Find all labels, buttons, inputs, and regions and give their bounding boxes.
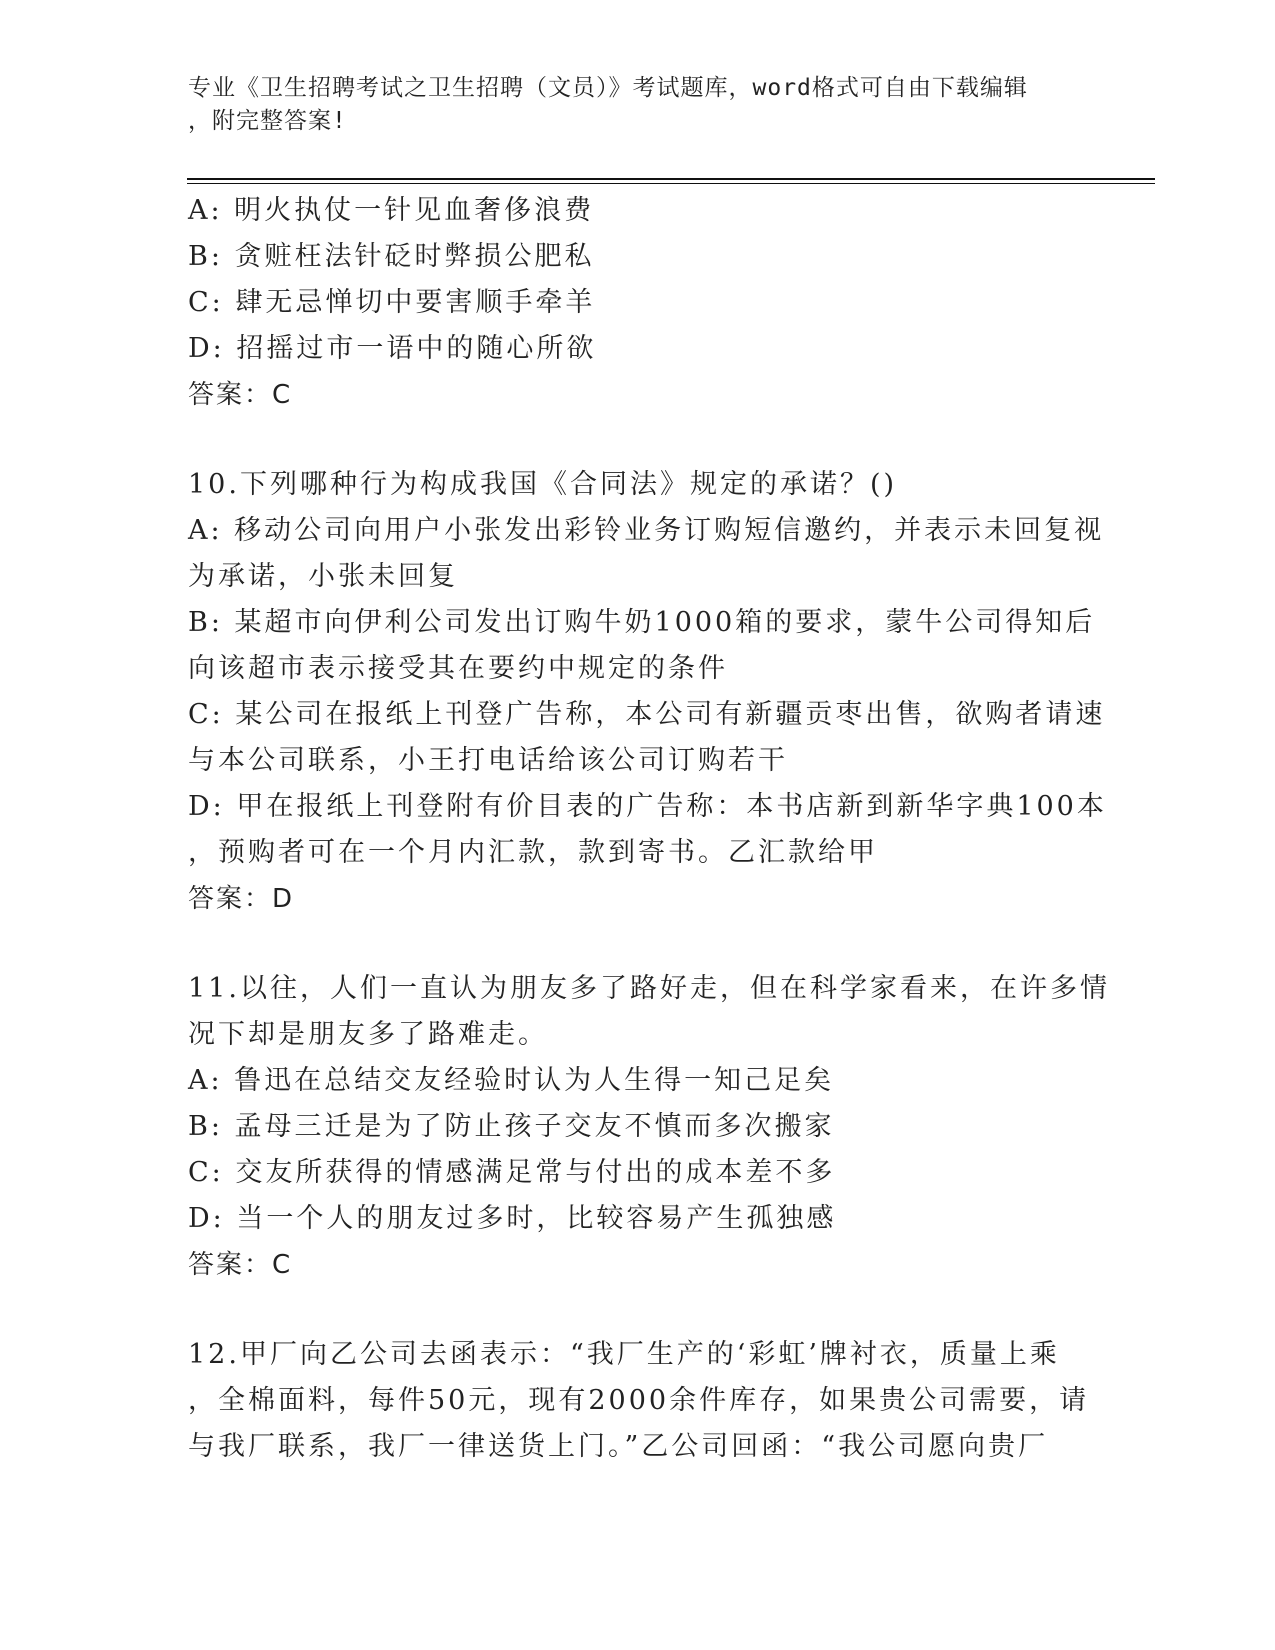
spacer — [188, 1288, 1078, 1332]
question-12 — [188, 1332, 1090, 1470]
header-divider-thick — [187, 178, 1155, 180]
q12-stem-line-1: 12.甲厂向乙公司去函表示：“我厂生产的‘彩虹’牌衬衣，质量上乘 — [188, 1339, 1060, 1370]
question-11 — [188, 966, 1110, 1288]
q11-option-d: D: 当一个人的朋友过多时，比较容易产生孤独感 — [188, 1203, 837, 1234]
document-body — [188, 188, 1110, 1470]
q11-option-c: C: 交友所获得的情感满足常与付出的成本差不多 — [188, 1157, 836, 1188]
q11-stem-line-1: 11.以往，人们一直认为朋友多了路好走，但在科学家看来，在许多情 — [188, 973, 1110, 1004]
q10-option-d-line-1: D: 甲在报纸上刊登附有价目表的广告称：本书店新到新华字典100本 — [188, 791, 1107, 822]
q10-option-b-line-2: 向该超市表示接受其在要约中规定的条件 — [188, 653, 728, 684]
q10-option-a-line-1: A: 移动公司向用户小张发出彩铃业务订购短信邀约，并表示未回复视 — [188, 515, 1105, 546]
q9-option-c: C: 肆无忌惮切中要害顺手牵羊 — [188, 287, 596, 318]
q11-option-b: B: 孟母三迁是为了防止孩子交友不慎而多次搬家 — [188, 1111, 835, 1142]
q10-option-a-line-2: 为承诺，小张未回复 — [188, 561, 458, 592]
q9-option-b: B: 贪赃枉法针砭时弊损公肥私 — [188, 241, 595, 272]
header-line-1: 专业《卫生招聘考试之卫生招聘（文员）》考试题库，word格式可自由下载编辑 — [188, 75, 1028, 101]
q10-stem: 10.下列哪种行为构成我国《合同法》规定的承诺？() — [188, 469, 898, 500]
q11-option-a: A: 鲁迅在总结交友经验时认为人生得一知己足矣 — [188, 1065, 835, 1096]
q12-stem-line-2: ，全棉面料，每件50元，现有2000余件库存，如果贵公司需要，请 — [188, 1385, 1090, 1416]
q10-option-d-line-2: ，预购者可在一个月内汇款，款到寄书。乙汇款给甲 — [188, 837, 878, 868]
question-9 — [188, 188, 1078, 418]
q10-option-c-line-2: 与本公司联系，小王打电话给该公司订购若干 — [188, 745, 788, 776]
spacer — [188, 922, 1078, 966]
q10-option-c-line-1: C: 某公司在报纸上刊登广告称，本公司有新疆贡枣出售，欲购者请速 — [188, 699, 1106, 730]
q11-answer: 答案：C — [188, 1250, 293, 1280]
q10-answer: 答案：D — [188, 884, 295, 914]
document-header — [188, 72, 1068, 138]
question-10 — [188, 462, 1107, 922]
q12-stem-line-3: 与我厂联系，我厂一律送货上门。”乙公司回函：“我公司愿向贵厂 — [188, 1431, 1049, 1462]
q9-option-a: A: 明火执仗一针见血奢侈浪费 — [188, 195, 595, 226]
q9-answer: 答案：C — [188, 380, 293, 410]
q11-stem-line-2: 况下却是朋友多了路难走。 — [188, 1019, 548, 1050]
header-divider-thin — [187, 183, 1155, 184]
header-line-2: ，附完整答案! — [188, 108, 347, 134]
spacer — [188, 418, 1078, 462]
q9-option-d: D: 招摇过市一语中的随心所欲 — [188, 333, 597, 364]
q10-option-b-line-1: B: 某超市向伊利公司发出订购牛奶1000箱的要求，蒙牛公司得知后 — [188, 607, 1096, 638]
